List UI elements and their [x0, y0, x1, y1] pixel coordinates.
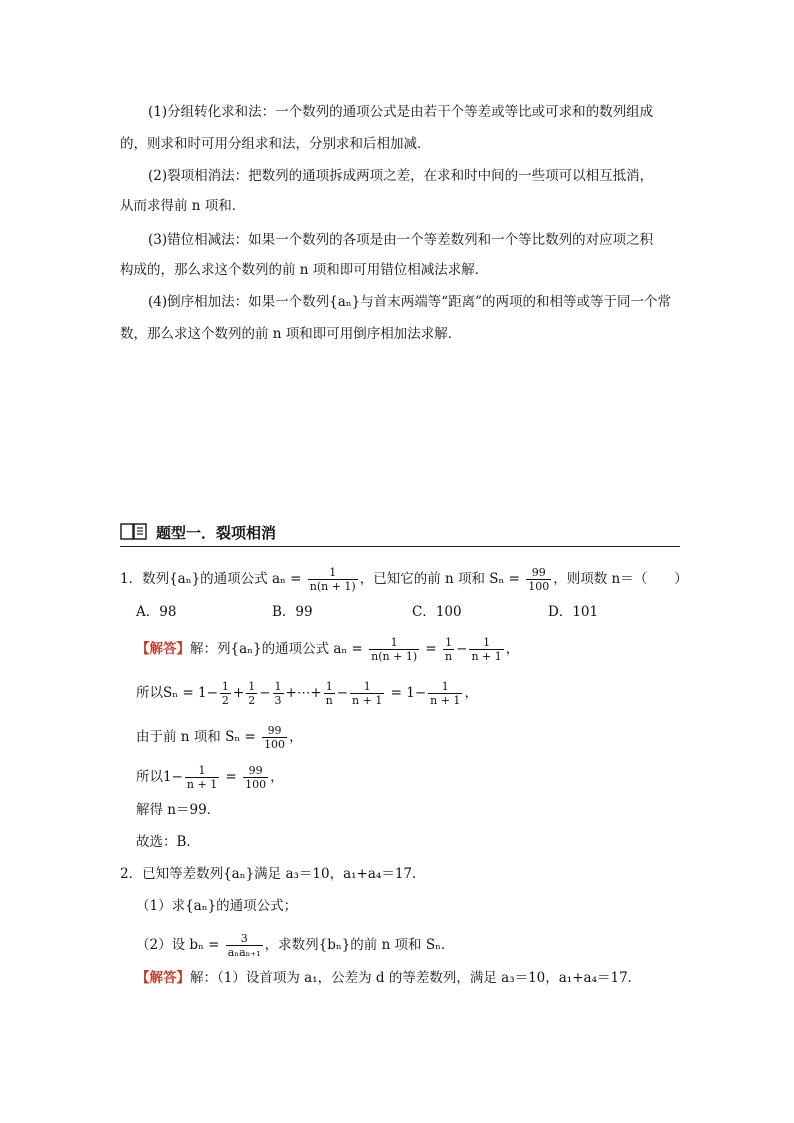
q1-answer-line-4: 所以1− $\frac{1}{n + 1}$ = $\frac{99}{100}$ ， [136, 764, 284, 791]
q1-option-d: D．101 [548, 604, 599, 620]
q1-answer-line-3: 由于前 n 项和 Sₙ = $\frac{99}{100}$ ， [136, 724, 303, 751]
method-4-line-1: (4)倒序相加法：如果一个数列{aₙ}与首末两端等“距离”的两项的和相等或等于同一个常 [148, 294, 671, 310]
method-3-line-2: 构成的，那么求这个数列的前 n 项和即可用错位相减法求解． [120, 262, 489, 278]
q1-option-b: B．99 [272, 604, 313, 620]
method-4-line-2: 数，那么求这个数列的前 n 项和即可用倒序相加法求解． [120, 326, 462, 342]
method-2-line-1: (2)裂项相消法：把数列的通项拆成两项之差，在求和时中间的一些项可以相互抵消， [148, 168, 654, 184]
q2-stem: 2．已知等差数列{aₙ}满足 a₃＝10，a₁+a₄＝17． [120, 866, 426, 882]
q1-option-a: A．98 [136, 604, 177, 620]
q2-answer-line-1: 【解答】解：（1）设首项为 a₁，公差为 d 的等差数列，满足 a₃＝10，a₁+a₄＝17． [136, 970, 642, 986]
q2-part-2: （2）设 bₙ = $\frac{3}{\text{aₙaₙ₊₁}}$ ，求数列{bₙ}的前 n 项和 Sₙ． [136, 932, 455, 959]
method-2-line-2: 从而求得前 n 项和． [120, 198, 246, 214]
section-header [120, 520, 680, 547]
method-1-line-1: (1)分组转化求和法：一个数列的通项公式是由若干个等差或等比或可求和的数列组成 [148, 104, 654, 120]
q1-answer-line-2: 所以Sₙ = 1− $\frac{1}{2}$ + $\frac{1}{2}$ − $\frac{1}{3}$ +⋯+ $\frac{1}{n}$ − $\frac{1}{n + 1}$ = 1− $\frac{1}{n + 1}$ ， [136, 680, 478, 707]
q1-option-c: C．100 [412, 604, 462, 620]
q1-answer-line-1: 【解答】解：列{aₙ}的通项公式 aₙ = $\frac{1}{n(n + 1)}$ = $\frac{1}{n}$ − $\frac{1}{n + 1}$ ， [136, 636, 520, 663]
q1-answer-line-6: 故选：B． [136, 834, 200, 850]
method-1-line-2: 的，则求和时可用分组求和法，分别求和后相加减． [120, 136, 431, 152]
method-3-line-1: (3)错位相减法：如果一个数列的各项是由一个等差数列和一个等比数列的对应项之积 [148, 232, 654, 248]
book-icon [120, 522, 148, 546]
section-title: 题型一．裂项相消 [156, 524, 277, 542]
q2-part-1: （1）求{aₙ}的通项公式； [136, 898, 298, 914]
q1-answer-line-5: 解得 n＝99． [136, 802, 221, 818]
q1-stem: 1．数列{aₙ}的通项公式 aₙ = $\frac{1}{n(n + 1)}$ ，已知它的前 n 项和 Sₙ = $\frac{99}{100}$ ，则项数 n＝（ ） [120, 566, 688, 593]
